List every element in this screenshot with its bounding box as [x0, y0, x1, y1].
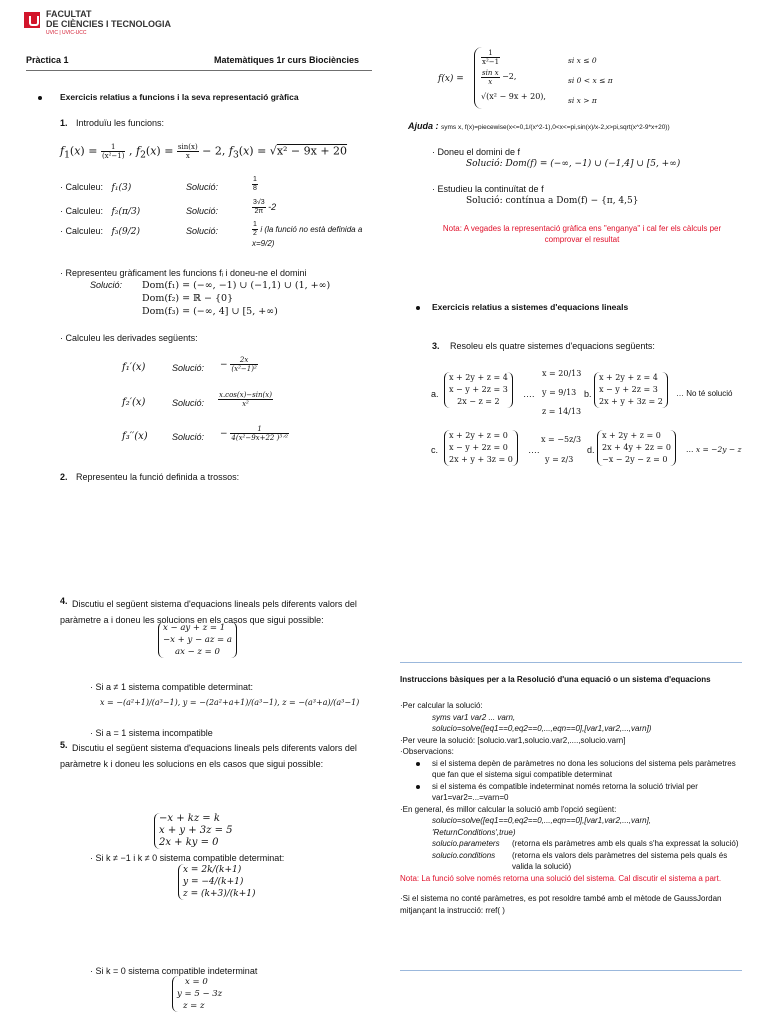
piecewise-note: Nota: A vegades la representació gràfica ens "enganya" i cal fer els càlculs per comprovar el resultat [442, 224, 722, 244]
calc3-solution: $\frac{1}{2}$ i (la funció no està definida a x=9/2) [252, 221, 363, 248]
university-logo [24, 12, 40, 28]
q3-title: Resoleu els quatre sistemes d'equacions següents: [450, 341, 655, 351]
solution-label: Solució: [186, 226, 219, 236]
represent-text: · Representeu gràficament les funcions fᵢ i doneu-ne el domini [60, 268, 307, 278]
q4-number: 4. [60, 596, 68, 606]
system-a-solution: x = 20/13 y = 9/13 z = 14/13 [542, 369, 582, 416]
q4-case-2: · Si a = 1 sistema incompatible [90, 728, 213, 738]
q5-case-2: · Si k = 0 sistema compatible indeterminat [90, 966, 258, 976]
derivative-1-solution: − $\frac{2x}{\text{(x²−1)²}}$ [220, 356, 257, 373]
system-a: x + 2y + z = 4 x − y + 2z = 3 2x − z = 2 [444, 372, 513, 408]
calc-function: f₃(9/2) [111, 227, 140, 237]
derivative-3-fn: f₃′′(x) [122, 431, 148, 442]
piecewise-conditions: si x ≤ 0 si 0 < x ≤ π si x > π [568, 56, 613, 105]
calc-row-1 [60, 182, 131, 193]
function-definitions: $f_1(x)$ = $\frac{1}{\text{(x²−1)}}$ , $f_2(x)$ = $\frac{\sin(x)}{x}$ − 2, $f_3(x) = √x^2 - 9x + 20$ [60, 143, 348, 161]
domain-f2: Dom(f₂) = ℝ − {0} [142, 293, 234, 304]
calc-row-2 [60, 206, 140, 217]
derivatives-text: · Calculeu les derivades següents: [60, 333, 198, 343]
piecewise-cases: $\frac{1}{\text{x²−1}}$ $\frac{\text{sin x}}{x}$ −2, √(x² − 9x + 20), [474, 47, 546, 109]
q1-title: Introduïu les funcions: [76, 118, 165, 128]
q5-case-2-solution: x = 0 y = 5 − 3z z = z [172, 976, 226, 1012]
instructions-title: Instruccions bàsiques per a la Resolució d'una equació o un sistema d'equacions [400, 675, 711, 684]
calc-label: · Calculeu: [60, 226, 104, 236]
system-c: x + 2y + z = 0 x − y + 2z = 0 2x + y + 3z = 0 [444, 430, 518, 466]
dots: …. [528, 445, 540, 455]
section1-title: Exercicis relatius a funcions i la seva representació gràfica [60, 92, 299, 102]
practice-title: Pràctica 1 [26, 55, 69, 65]
dots: …. [523, 389, 535, 399]
q4-system: x − ay + z = 1 −x + y − az = a ax − z = 0 [158, 622, 237, 658]
continuity-question: · Estudieu la continuïtat de f [432, 184, 544, 194]
system-d-solution: … x = −2y − z [686, 445, 742, 454]
derivative-1-fn: f₁′(x) [122, 362, 146, 373]
system-a-label: a. [431, 389, 439, 399]
q4-case-1: · Si a ≠ 1 sistema compatible determinat: [90, 682, 254, 692]
system-b-label: b. [584, 389, 592, 399]
q1-number: 1. [60, 118, 68, 128]
faculty-line2: DE CIÈNCIES I TECNOLOGIA [46, 19, 172, 29]
continuity-solution: Solució: contínua a Dom(f) − {π, 4,5} [466, 196, 639, 206]
calc2-solution: $\frac{3√3}{2\pi}$ -2 [253, 199, 277, 215]
solution-label: Solució: [186, 182, 219, 192]
instructions-bottom-rule [400, 970, 742, 971]
system-c-solution: x = −5z/3 y = z/3 [541, 435, 582, 464]
system-d-label: d. [587, 445, 595, 455]
bullet [416, 306, 420, 310]
solution-label: Solució: [186, 206, 219, 216]
ajuda-line: Ajuda : syms x, f(x)=piecewise(x<=0,1/(x^2-1),0<x<=pi,sin(x)/x-2,x>pi,sqrt(x^2-9*x+20)) [408, 121, 670, 131]
bullet [38, 96, 42, 100]
derivative-2-fn: f₂′(x) [122, 397, 146, 408]
faculty-line3: UVIC | UVIC-UCC [46, 30, 87, 36]
solution-label: Solució: [172, 432, 205, 442]
q5-system: −x + kz = k x + y + 3z = 5 2x + ky = 0 [154, 813, 237, 851]
q2-number: 2. [60, 472, 68, 482]
domain-f1: Dom(f₁) = (−∞, −1) ∪ (−1,1) ∪ (1, +∞) [142, 280, 331, 291]
derivative-3-solution: − $\frac{1}{\text{4(x²−9x+22 )³ᐟ²}}$ [220, 425, 288, 442]
calc-function: f₂(π/3) [111, 207, 141, 217]
domain-f3: Dom(f₃) = (−∞, 4] ∪ [5, +∞) [142, 306, 278, 317]
calc1-solution: $\frac{1}{8}$ [253, 176, 257, 192]
instructions-body: ·Per calcular la solució: syms var1 var2 ... varn, solucio=solve([eq1==0,eq2==0,...,eqn==0],[var1,var2,...,varn]) ·Per veure la solució: [solucio.var1,solucio.var2,....,solucio.varn] ·Observacions: si el sistema depèn de paràmetres no dona les solucions del sistema pels paràmetres que fan que el sistema sigui compatible determinat si el sistema és compatible indeterminat només retorna la solució trivial per var1=var2=...=varn=0 ·En general, és millor calcular la solució amb l'opció següent: solucio=solve([eq1==0,eq2==0,...,eqn==0],[var1,var2,...,varn], 'ReturnConditions',true) solucio.parameters (retorna els paràmetres amb els quals s'ha expressat la solució) solucio.conditions (retorna els valors dels paràmetres del sistema pels quals és valida la solució) Nota: La funció solve només retorna una solució del sistema. Cal discutir el sistema a part. ·Si el sistema no conté paràmetres, es pot resoldre també amb el mètode de GaussJordan mitjançant la instrucció: rref( ) [400, 701, 739, 915]
solution-label: Solució: [172, 363, 205, 373]
calc-label: · Calculeu: [60, 206, 104, 216]
q4-case-1-solution: x = −(a²+1)/(a³−1), y = −(2a²+a+1)/(a³−1), z = −(a³+a)/(a³−1) [100, 698, 360, 707]
solution-label: Solució: [90, 280, 123, 290]
section2-title: Exercicis relatius a sistemes d'equacions lineals [432, 302, 629, 312]
instructions-top-rule [400, 662, 742, 663]
system-c-label: c. [431, 445, 439, 455]
calc-row-3 [60, 226, 140, 237]
system-d: x + 2y + z = 0 2x + 4y + 2z = 0 −x − 2y − z = 0 [597, 430, 676, 466]
q4-title: Discutiu el següent sistema d'equacions lineals pels diferents valors del paràmetre a i doneu les solucions en els casos que sigui possible: [60, 599, 357, 625]
q5-case-1: · Si k ≠ −1 i k ≠ 0 sistema compatible determinat: [90, 853, 285, 863]
faculty-line1: FACULTAT [46, 9, 92, 19]
solution-label: Solució: [172, 398, 205, 408]
system-b: x + 2y + z = 4 x − y + 2z = 3 2x + y + 3z = 2 [594, 372, 668, 408]
calc-function: f₁(3) [111, 183, 132, 193]
q5-case-1-solution: x = 2k/(k+1) y = −4/(k+1) z = (k+3)/(k+1) [178, 864, 260, 905]
derivative-2-solution: $\frac{x.\cos(x)-\sin(x)}{\text{x²}}$ [219, 391, 272, 408]
q5-number: 5. [60, 740, 68, 750]
piecewise-lhs: f(x) = [438, 74, 464, 84]
domain-solution: Solució: Dom(f) = (−∞, −1) ∪ (−1,4] ∪ [5, +∞) [466, 159, 681, 169]
course-title: Matemàtiques 1r curs Biociències [214, 55, 360, 65]
q5-title: Discutiu el següent sistema d'equacions lineals pels diferents valors del paràmetre k i doneu les solucions en els casos que sigui possible: [60, 743, 357, 769]
header-rule [26, 70, 372, 71]
system-b-solution: … No té solució [676, 389, 733, 398]
domain-question: · Doneu el domini de f [432, 147, 521, 157]
q3-number: 3. [432, 341, 440, 351]
domains [142, 279, 330, 318]
calc-label: · Calculeu: [60, 182, 104, 192]
q2-title: Representeu la funció definida a trossos: [76, 472, 240, 482]
